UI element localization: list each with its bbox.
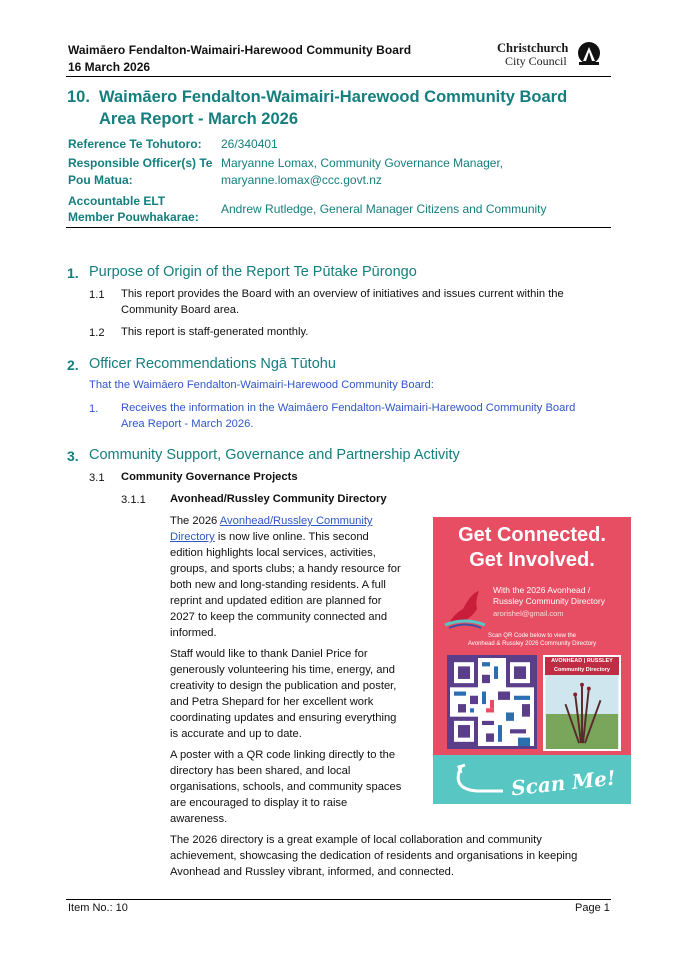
report-number: 10.: [67, 88, 90, 106]
section-3-heading: Community Support, Governance and Partnership Activity: [89, 447, 460, 463]
footer-page-number: Page 1: [575, 902, 610, 914]
recommendation-1-line2: Area Report - March 2026.: [121, 418, 254, 430]
item-1-2-line1: This report is staff-generated monthly.: [121, 326, 309, 338]
section-2-heading: Officer Recommendations Ngā Tūtohu: [89, 356, 336, 372]
meta-officer-label-1: Responsible Officer(s) Te: [68, 156, 213, 170]
directory-p2-line5: coordinating updates and ensuring everything: [170, 712, 397, 724]
directory-p1-line8: informed.: [170, 627, 217, 639]
directory-p1-line7: 2027 to keep the community connected and: [170, 611, 388, 623]
directory-p2-line3: creativity to design the publication and poster,: [170, 680, 397, 692]
section-1-number: 1.: [67, 265, 79, 281]
directory-p4-line1: The 2026 directory is a great example of local collaboration and community: [170, 834, 542, 846]
recommendation-intro: That the Waimāero Fendalton-Waimairi-Harewood Community Board:: [89, 379, 434, 391]
header-date: 16 March 2026: [68, 60, 151, 74]
cover-title: [545, 657, 619, 675]
meta-elt-value: Andrew Rutledge, General Manager Citizens and Community: [221, 202, 547, 216]
qr-code-icon[interactable]: [447, 655, 537, 749]
item-1-1-line1: This report provides the Board with an overview of initiatives and issues current within the: [121, 288, 564, 300]
footer-rule: [66, 899, 611, 900]
directory-p4-line2: achievement, showcasing the dedication of residents and organisations in keeping: [170, 850, 578, 862]
report-title: [67, 86, 607, 130]
directory-p1-line2: Directory is now live online. This second: [170, 531, 369, 543]
directory-p1-line4: groups, and sports clubs; a handy resource for: [170, 563, 401, 575]
directory-p3-line4: are encouraged to display it to raise: [170, 797, 348, 809]
meta-elt-label-2: Member Pouwhakarae:: [68, 210, 199, 224]
cathedral-logo-icon: [577, 41, 601, 67]
meta-officer-email[interactable]: maryanne.lomax@ccc.govt.nz: [221, 173, 382, 187]
poster-scan-me: Scan Me!: [510, 765, 617, 801]
report-title-line1: Waimāero Fendalton-Waimairi-Harewood Community Board: [99, 88, 568, 106]
meta-reference-value: 26/340401: [221, 137, 278, 151]
item-3-1-1-number: 3.1.1: [121, 494, 146, 506]
directory-poster: [433, 517, 631, 804]
directory-p1-line5: both new and long-standing residents. A full: [170, 579, 386, 591]
directory-p3-line2: directory has been shared, and local: [170, 765, 351, 777]
item-1-1-number: 1.1: [89, 289, 105, 301]
directory-p1-line1: The 2026 Avonhead/Russley Community: [170, 515, 373, 527]
directory-p2-line1: Staff would like to thank Daniel Price for: [170, 648, 368, 660]
poster-subtitle-line2: Russley Community Directory: [493, 596, 605, 606]
poster-email: arorishel@gmail.com: [493, 609, 564, 618]
cover-title-line2: Community Directory: [554, 667, 610, 673]
footer-item-number: Item No.: 10: [68, 902, 128, 914]
flax-plant-icon: [545, 675, 619, 749]
logo-text-line1: Christchurch: [497, 41, 569, 55]
poster-headline-line2: Get Involved.: [469, 549, 595, 571]
meta-officer-label-2: Pou Matua:: [68, 173, 133, 187]
item-3-1-heading: Community Governance Projects: [121, 471, 298, 483]
bird-icon: [441, 583, 489, 629]
meta-rule: [66, 227, 611, 228]
poster-subtitle: [493, 585, 625, 607]
directory-p2-line2: generously volunteering his time, energy, and: [170, 664, 395, 676]
council-logo: [497, 41, 607, 71]
item-1-2-number: 1.2: [89, 327, 105, 339]
header-rule: [66, 76, 611, 77]
section-1-heading: Purpose of Origin of the Report Te Pūtake Pūrongo: [89, 264, 417, 280]
section-3-number: 3.: [67, 448, 79, 464]
meta-elt-label-1: Accountable ELT: [68, 194, 166, 208]
directory-link-cont[interactable]: Directory: [170, 531, 215, 543]
poster-headline: [433, 523, 631, 573]
report-title-line2: Area Report - March 2026: [99, 110, 298, 128]
logo-text-line2: City Council: [505, 54, 567, 68]
directory-p3-line5: awareness.: [170, 813, 228, 825]
directory-cover-thumbnail: [543, 655, 621, 751]
cover-title-line1: AVONHEAD | RUSSLEY: [551, 658, 613, 664]
poster-qr-note: [439, 633, 625, 648]
poster-subtitle-line1: With the 2026 Avonhead /: [493, 585, 591, 595]
meta-reference-label: Reference Te Tohutoro:: [68, 137, 202, 151]
poster-qr-note-line1: Scan QR Code below to view the: [487, 633, 577, 639]
directory-p1-line6: reprint and updated edition are planned for: [170, 595, 382, 607]
directory-p4-line3: Avonhead and Russley vibrant, informed, and connected.: [170, 866, 455, 878]
directory-p1-line3: edition highlights local services, activities,: [170, 547, 376, 559]
meta-officer-value-1: Maryanne Lomax, Community Governance Manager,: [221, 156, 504, 170]
directory-link[interactable]: Avonhead/Russley Community: [219, 515, 373, 527]
poster-headline-line1: Get Connected.: [458, 524, 606, 546]
item-1-1-line2: Community Board area.: [121, 304, 240, 316]
item-3-1-number: 3.1: [89, 472, 105, 484]
header-board-name: Waimāero Fendalton-Waimairi-Harewood Community Board: [68, 43, 412, 57]
directory-p3-line1: A poster with a QR code linking directly to the: [170, 749, 396, 761]
directory-p2-line4: and Petra Shepard for her excellent work: [170, 696, 374, 708]
poster-qr-note-line2: Avonhead & Russley 2026 Community Directory: [467, 640, 597, 647]
curved-arrow-icon: [447, 763, 507, 799]
section-2-number: 2.: [67, 357, 79, 373]
directory-p3-line3: organisations, schools, and community spaces: [170, 781, 402, 793]
directory-p2-line6: is accurate and up to date.: [170, 728, 302, 740]
recommendation-1-number: 1.: [89, 403, 99, 415]
item-3-1-1-heading: Avonhead/Russley Community Directory: [170, 493, 387, 505]
recommendation-1-line1: Receives the information in the Waimāero Fendalton-Waimairi-Harewood Community Board: [121, 402, 576, 414]
